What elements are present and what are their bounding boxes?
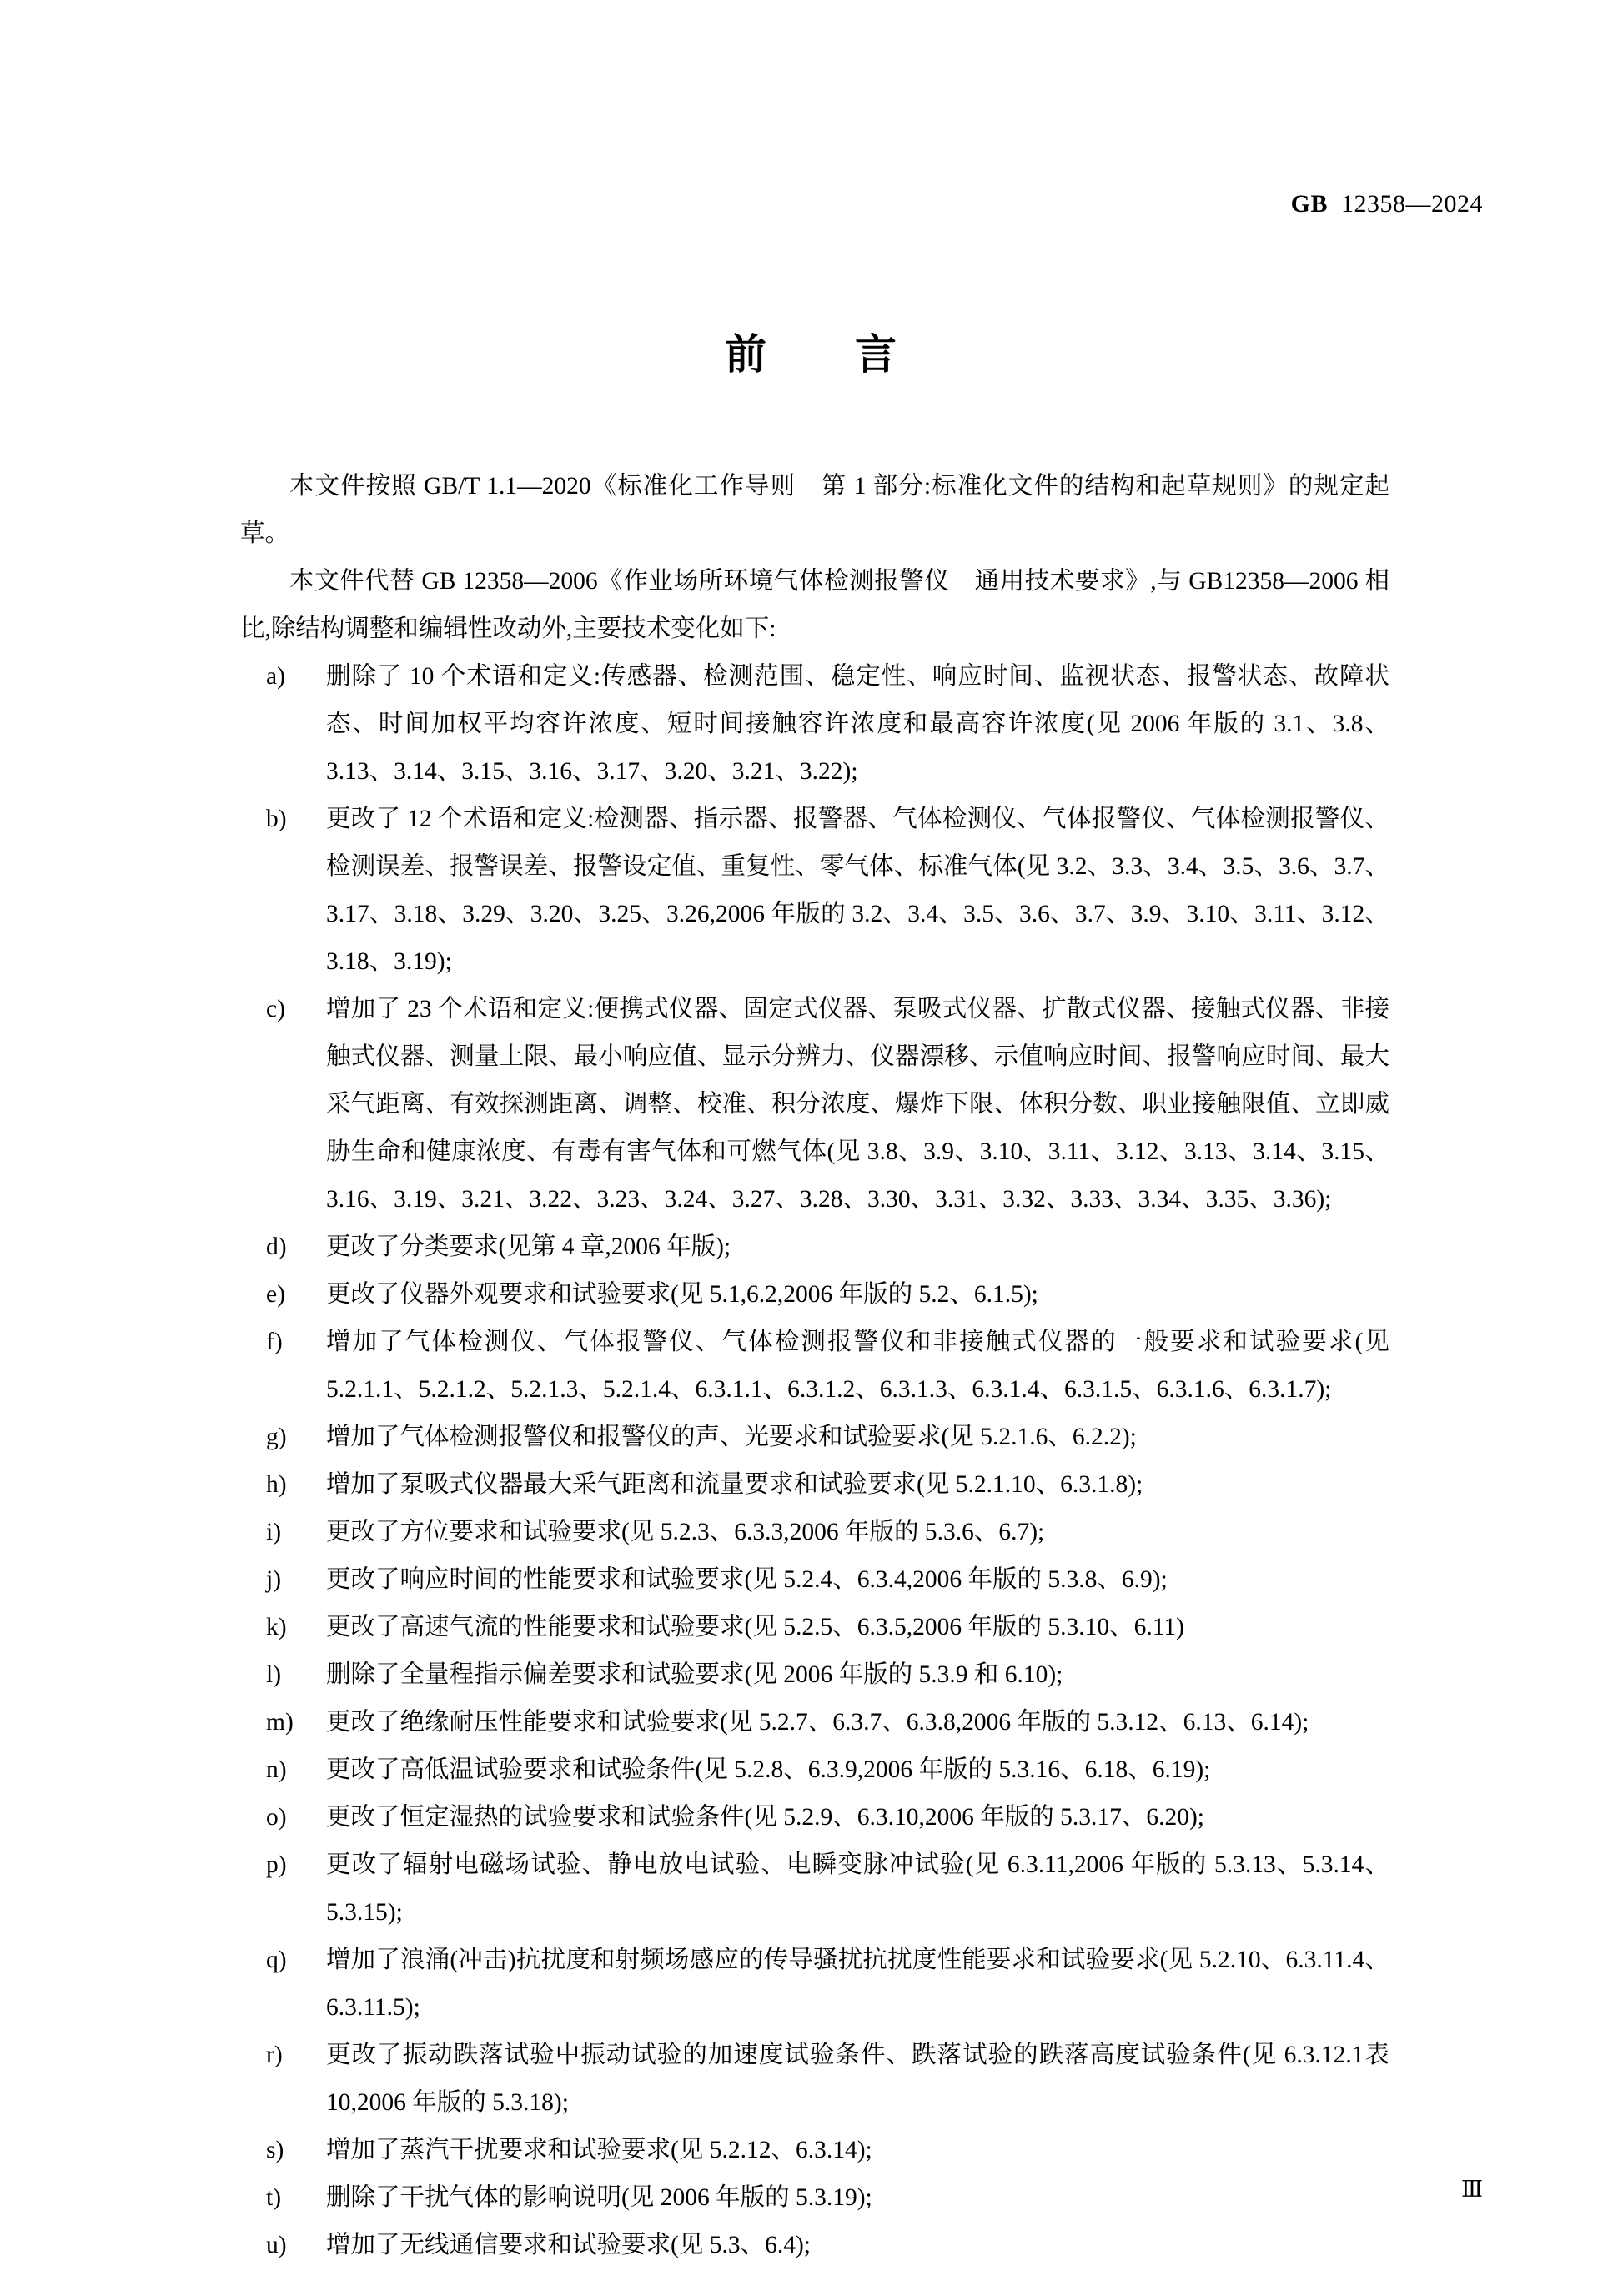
list-item-text: 更改了恒定湿热的试验要求和试验条件(见 5.2.9、6.3.10,2006 年版的 5.3.17、6.20); [326, 1804, 1204, 1831]
list-item-marker: s) [266, 2137, 284, 2163]
list-item-marker: j) [266, 1566, 282, 1593]
list-item [240, 2127, 1389, 2174]
list-item-text: 更改了响应时间的性能要求和试验要求(见 5.2.4、6.3.4,2006 年版的 5.3.8、6.9); [326, 1566, 1168, 1593]
list-item-marker: e) [266, 1281, 285, 1308]
list-item-marker: o) [266, 1804, 287, 1831]
list-item [240, 986, 1389, 1223]
list-item-marker: f) [266, 1329, 283, 1355]
list-item-text: 删除了干扰气体的影响说明(见 2006 年版的 5.3.19); [326, 2184, 872, 2211]
list-item-marker: a) [266, 663, 285, 690]
list-item [240, 1937, 1389, 2032]
list-item [240, 653, 1389, 796]
list-item-marker: r) [266, 2042, 283, 2068]
list-item-marker: d) [266, 1233, 287, 1260]
list-item [240, 1556, 1389, 1604]
list-item-text: 更改了绝缘耐压性能要求和试验要求(见 5.2.7、6.3.7、6.3.8,2006 年版的 5.3.12、6.13、6.14); [326, 1709, 1309, 1736]
list-item-marker: p) [266, 1851, 287, 1878]
list-item-text: 删除了 10 个术语和定义:传感器、检测范围、稳定性、响应时间、监视状态、报警状态、故障状态、时间加权平均容许浓度、短时间接触容许浓度和最高容许浓度(见 2006 年版的 3.1、3.8、3.13、3.14、3.15、3.16、3.17、3.20、3.21、3.22); [326, 663, 1389, 785]
standard-code: GB [1290, 190, 1328, 218]
document-body [240, 463, 1389, 2269]
page-title: 前 言 [725, 330, 898, 379]
list-item [240, 1319, 1389, 1414]
list-item-marker: h) [266, 1471, 287, 1498]
page-number: Ⅲ [1460, 2177, 1483, 2202]
standard-number: 12358—2024 [1341, 190, 1483, 218]
list-item-marker: q) [266, 1947, 287, 1973]
list-item [240, 1746, 1389, 1794]
list-item [240, 1223, 1389, 1271]
list-item [240, 1414, 1389, 1461]
list-item-text: 删除了全量程指示偏差要求和试验要求(见 2006 年版的 5.3.9 和 6.10); [326, 1661, 1063, 1688]
list-item-text: 增加了气体检测报警仪和报警仪的声、光要求和试验要求(见 5.2.1.6、6.2.2); [326, 1424, 1137, 1450]
list-item-text: 增加了蒸汽干扰要求和试验要求(见 5.2.12、6.3.14); [326, 2137, 872, 2163]
paragraph-replacement: 本文件代替 GB 12358—2006《作业场所环境气体检测报警仪 通用技术要求》,与 GB12358—2006 相比,除结构调整和编辑性改动外,主要技术变化如下: [240, 568, 1389, 642]
list-item-text: 更改了 12 个术语和定义:检测器、指示器、报警器、气体检测仪、气体报警仪、气体检测报警仪、检测误差、报警误差、报警设定值、重复性、零气体、标准气体(见 3.2、3.3、3.4、3.5、3.6、3.7、3.17、3.18、3.29、3.20、3.25、3.26,2006 年版的 3.2、3.4、3.5、3.6、3.7、3.9、3.10、3.11、3.12、3.18、3.19); [326, 806, 1389, 975]
list-item [240, 1651, 1389, 1699]
list-item-marker: u) [266, 2232, 287, 2258]
list-item-marker: t) [266, 2184, 282, 2211]
list-item-marker: l) [266, 1661, 282, 1688]
list-item-marker: b) [266, 806, 287, 832]
list-item [240, 2222, 1389, 2269]
list-item-text: 增加了气体检测仪、气体报警仪、气体检测报警仪和非接触式仪器的一般要求和试验要求(见 5.2.1.1、5.2.1.2、5.2.1.3、5.2.1.4、6.3.1.1、6.3.1.2、6.3.1.3、6.3.1.4、6.3.1.5、6.3.1.6、6.3.1.7); [326, 1329, 1389, 1403]
list-item [240, 1794, 1389, 1841]
changes-list [240, 653, 1389, 2269]
list-item-text: 增加了 23 个术语和定义:便携式仪器、固定式仪器、泵吸式仪器、扩散式仪器、接触式仪器、非接触式仪器、测量上限、最小响应值、显示分辨力、仪器漂移、示值响应时间、报警响应时间、最大采气距离、有效探测距离、调整、校准、积分浓度、爆炸下限、体积分数、职业接触限值、立即威胁生命和健康浓度、有毒有害气体和可燃气体(见 3.8、3.9、3.10、3.11、3.12、3.13、3.14、3.15、3.16、3.19、3.21、3.22、3.23、3.24、3.27、3.28、3.30、3.31、3.32、3.33、3.34、3.35、3.36); [326, 996, 1389, 1213]
list-item-marker: m) [266, 1709, 294, 1736]
list-item-text: 更改了仪器外观要求和试验要求(见 5.1,6.2,2006 年版的 5.2、6.1.5); [326, 1281, 1038, 1308]
list-item [240, 1271, 1389, 1319]
list-item-text: 更改了分类要求(见第 4 章,2006 年版); [326, 1233, 731, 1260]
list-item-marker: i) [266, 1519, 282, 1545]
list-item [240, 1699, 1389, 1746]
list-item [240, 1509, 1389, 1556]
list-item-marker: g) [266, 1424, 287, 1450]
list-item-text: 更改了方位要求和试验要求(见 5.2.3、6.3.3,2006 年版的 5.3.6、6.7); [326, 1519, 1045, 1545]
list-item-text: 增加了无线通信要求和试验要求(见 5.3、6.4); [326, 2232, 811, 2258]
list-item-marker: k) [266, 1614, 287, 1640]
list-item-text: 更改了高速气流的性能要求和试验要求(见 5.2.5、6.3.5,2006 年版的 5.3.10、6.11) [326, 1614, 1184, 1640]
paragraph-basis: 本文件按照 GB/T 1.1—2020《标准化工作导则 第 1 部分:标准化文件的结构和起草规则》的规定起草。 [240, 473, 1389, 547]
list-item-text: 更改了辐射电磁场试验、静电放电试验、电瞬变脉冲试验(见 6.3.11,2006 年版的 5.3.13、5.3.14、5.3.15); [326, 1851, 1389, 1926]
running-header [0, 190, 1483, 219]
list-item-marker: n) [266, 1756, 287, 1783]
list-item [240, 1461, 1389, 1509]
list-item-text: 增加了浪涌(冲击)抗扰度和射频场感应的传导骚扰抗扰度性能要求和试验要求(见 5.2.10、6.3.11.4、6.3.11.5); [326, 1947, 1389, 2021]
list-item [240, 796, 1389, 986]
list-item [240, 1604, 1389, 1651]
list-item-marker: c) [266, 996, 285, 1022]
list-item [240, 1841, 1389, 1937]
list-item [240, 2032, 1389, 2127]
list-item-text: 更改了高低温试验要求和试验条件(见 5.2.8、6.3.9,2006 年版的 5.3.16、6.18、6.19); [326, 1756, 1211, 1783]
list-item-text: 增加了泵吸式仪器最大采气距离和流量要求和试验要求(见 5.2.1.10、6.3.1.8); [326, 1471, 1143, 1498]
list-item-text: 更改了振动跌落试验中振动试验的加速度试验条件、跌落试验的跌落高度试验条件(见 6.3.12.1表 10,2006 年版的 5.3.18); [326, 2042, 1389, 2116]
